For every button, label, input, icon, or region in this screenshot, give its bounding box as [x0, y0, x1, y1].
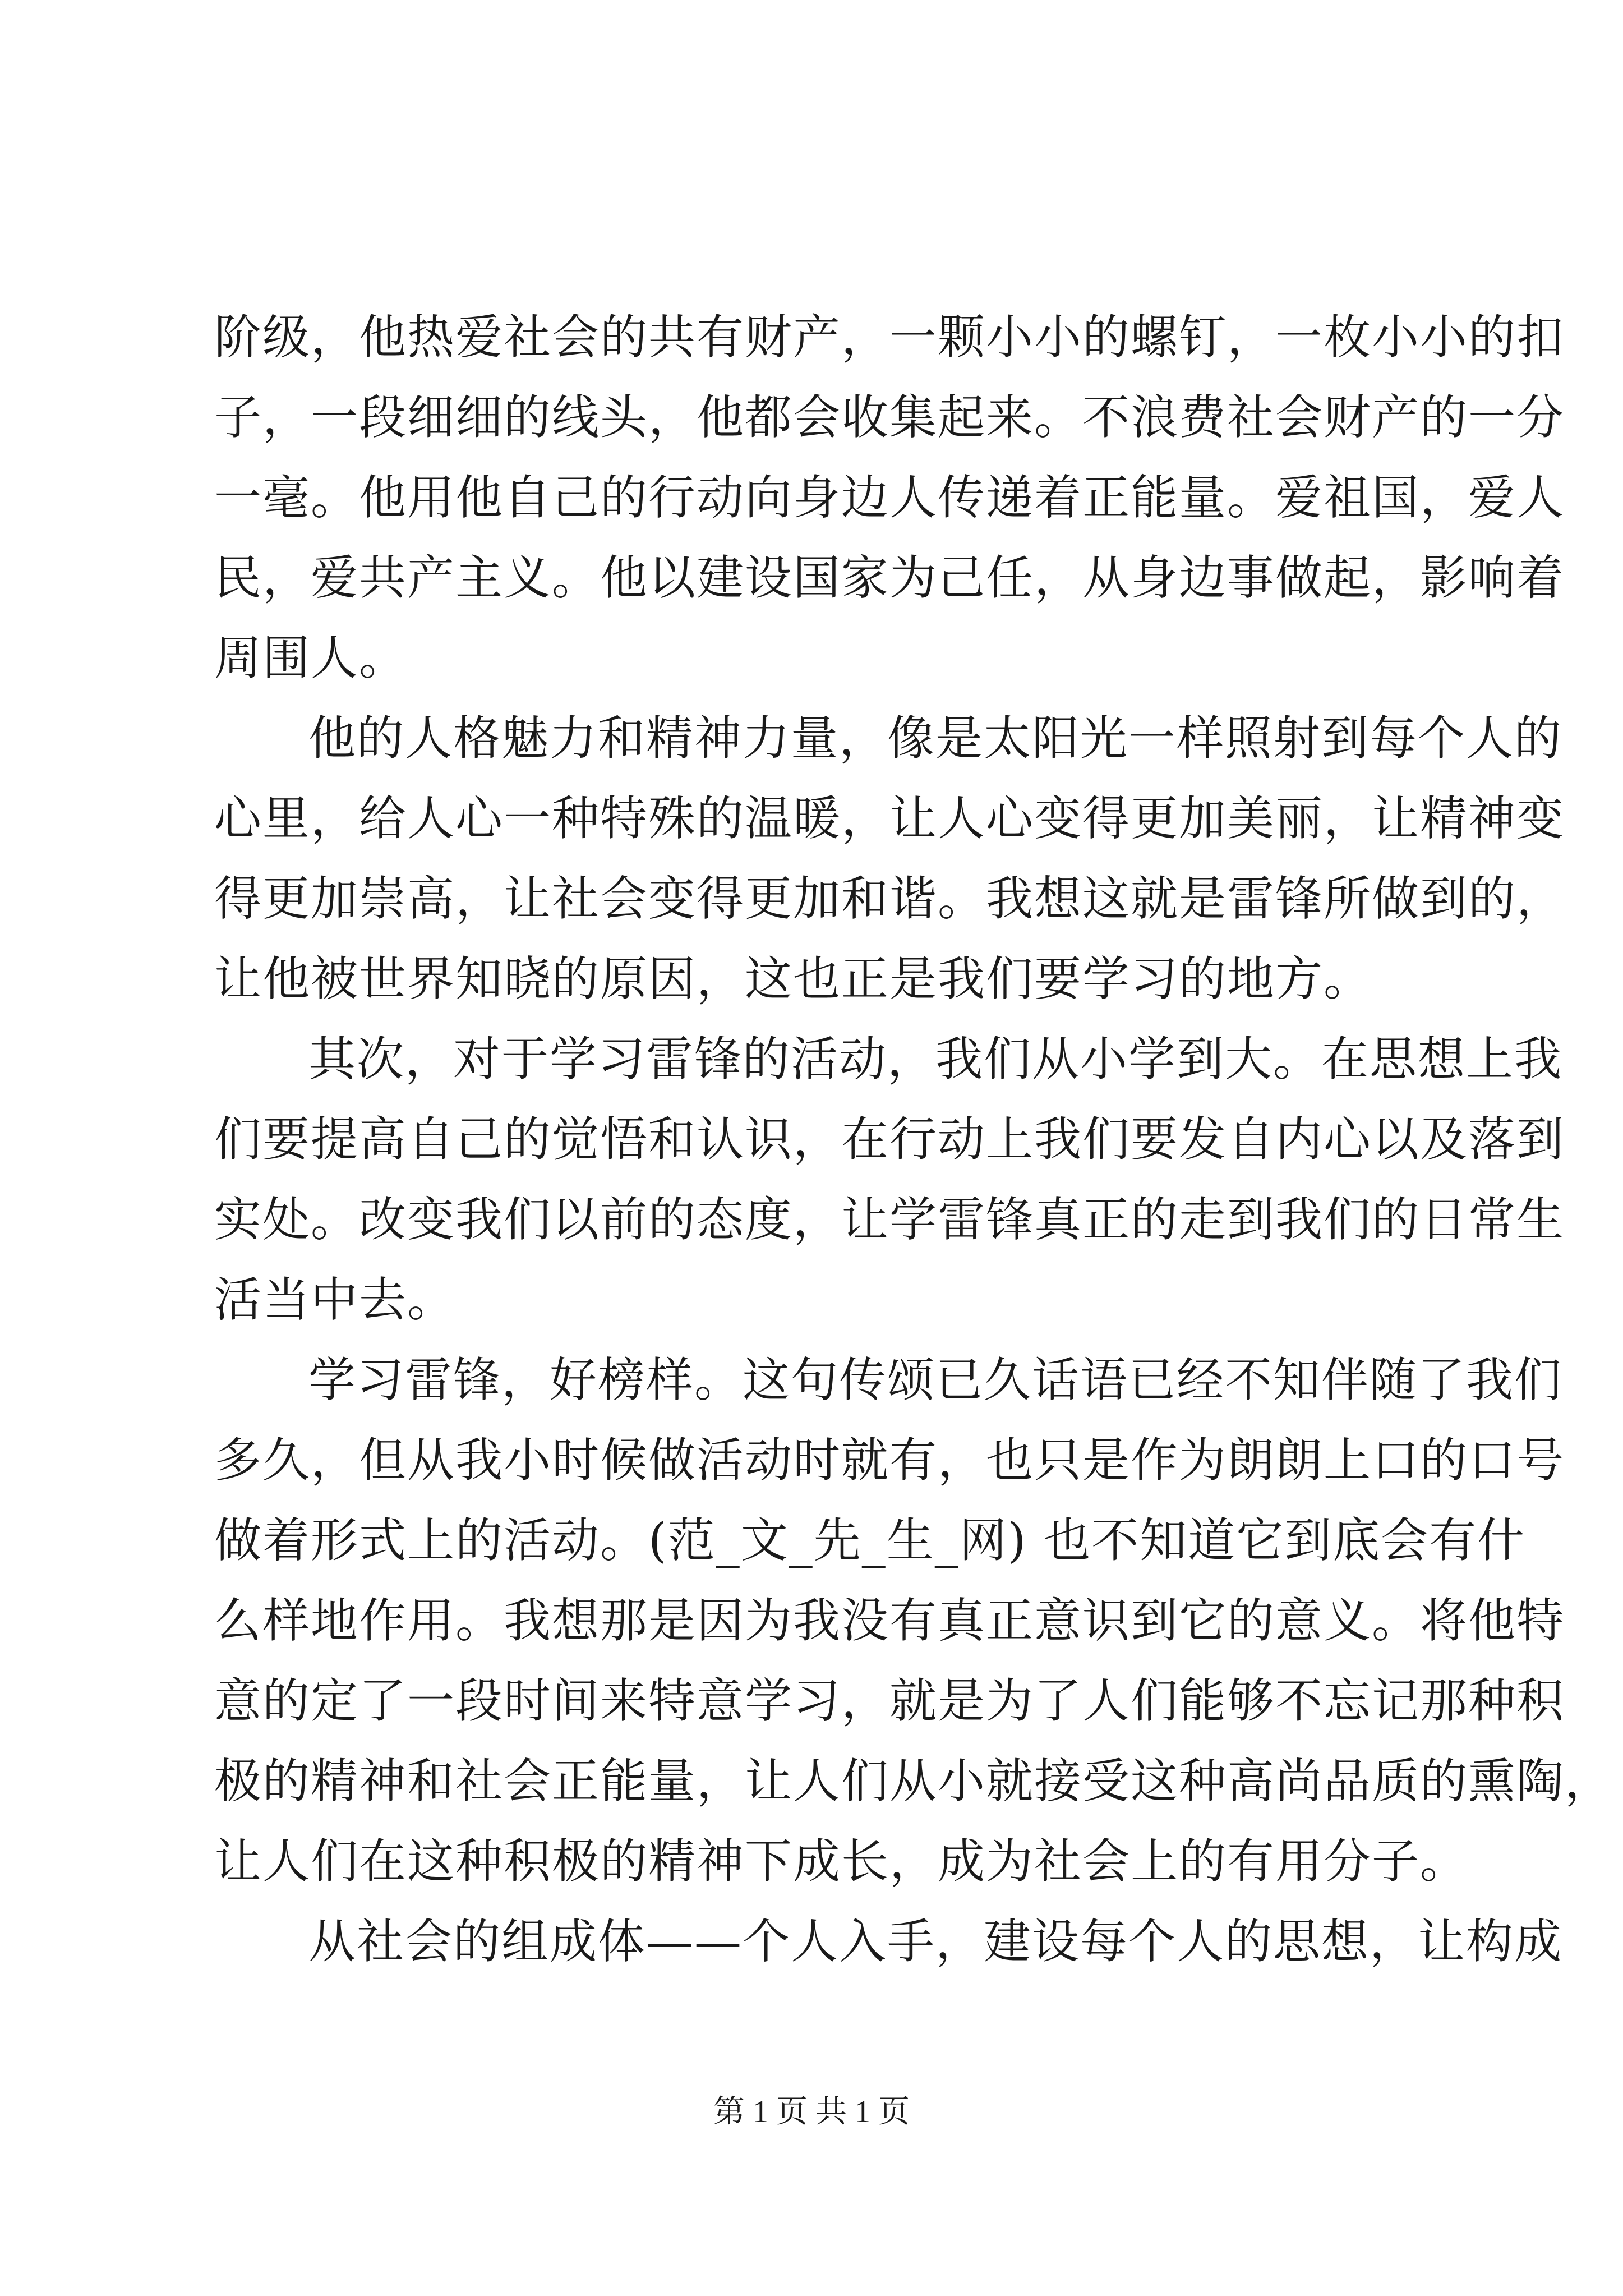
text-line: 活当中去。 [214, 1272, 456, 1327]
page-number-label: 第 1 页 共 1 页 [713, 2095, 910, 2129]
paragraph-4 [214, 1340, 1613, 1902]
text-line: 其次，对于学习雷锋的活动，我们从小学到大。在思想上我 [308, 1032, 1563, 1087]
text-line: 民，爱共产主义。他以建设国家为己任，从身边事做起，影响着 [214, 550, 1565, 605]
text-line: 意的定了一段时间来特意学习，就是为了人们能够不忘记那种积 [214, 1673, 1565, 1728]
text-line: 学习雷锋，好榜样。这句传颂已久话语已经不知伴随了我们 [308, 1352, 1563, 1407]
text-line: 从社会的组成体——个人入手，建设每个人的思想，让构成 [308, 1914, 1563, 1969]
text-line: 多久，但从我小时候做活动时就有，也只是作为朗朗上口的口号 [214, 1433, 1565, 1488]
paragraph-5 [214, 1902, 1563, 1982]
text-line: 得更加崇高，让社会变得更加和谐。我想这就是雷锋所做到的， [214, 871, 1565, 926]
text-line: 阶级，他热爱社会的共有财产，一颗小小的螺钉，一枚小小的扣 [214, 310, 1565, 365]
text-line: 实处。改变我们以前的态度，让学雷锋真正的走到我们的日常生 [214, 1192, 1565, 1247]
text-line: 周围人。 [214, 631, 408, 685]
text-line: 让他被世界知晓的原因，这也正是我们要学习的地方。 [214, 951, 1372, 1006]
page-footer [0, 2092, 1623, 2132]
paragraph-1 [214, 297, 1565, 698]
paragraph-2 [214, 698, 1565, 1019]
text-line: 心里，给人心一种特殊的温暖，让人心变得更加美丽，让精神变 [214, 791, 1565, 846]
document-body [214, 297, 1613, 1982]
text-line: 做着形式上的活动。(范_文_先_生_网) 也不知道它到底会有什 [214, 1513, 1526, 1568]
text-line: 么样地作用。我想那是因为我没有真正意识到它的意义。将他特 [214, 1593, 1565, 1648]
text-line: 极的精神和社会正能量，让人们从小就接受这种高尚品质的熏陶， [214, 1754, 1613, 1809]
text-line: 一毫。他用他自己的行动向身边人传递着正能量。爱祖国，爱人 [214, 470, 1565, 525]
text-line: 们要提高自己的觉悟和认识，在行动上我们要发自内心以及落到 [214, 1112, 1565, 1167]
text-line: 子，一段细细的线头，他都会收集起来。不浪费社会财产的一分 [214, 390, 1565, 445]
text-line: 让人们在这种积极的精神下成长，成为社会上的有用分子。 [214, 1834, 1469, 1889]
paragraph-3 [214, 1019, 1565, 1340]
text-line: 他的人格魅力和精神力量，像是太阳光一样照射到每个人的 [308, 711, 1563, 766]
